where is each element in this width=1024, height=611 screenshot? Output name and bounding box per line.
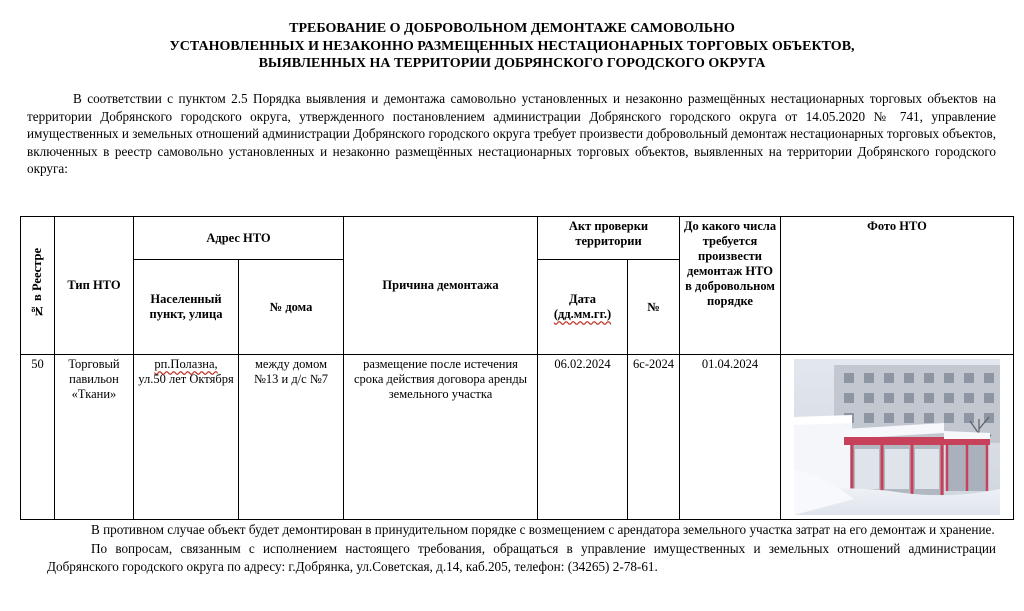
table-row [21,355,1014,520]
cell-settlement-town: рп.Полазна, [154,357,218,371]
cell-reason: размещение после истечения срока действия договора аренды земельного участка [344,355,538,520]
document-title [0,20,1024,73]
header-act-date-format: (дд.мм.гг.) [553,307,612,321]
header-registry-number: № в Реестре [21,217,55,355]
cell-photo [781,355,1014,520]
header-act-number: № [628,260,680,355]
header-address: Адрес НТО [134,217,344,260]
closing-text [47,521,996,577]
cell-settlement [134,355,239,520]
title-line-3: ВЫЯВЛЕННЫХ НА ТЕРРИТОРИИ ДОБРЯНСКОГО ГОРОДСКОГО ОКРУГА [258,56,766,71]
closing-paragraph-2: По вопросам, связанным с исполнением настоящего требования, обращаться в управление имущественных и земельных отношений администрации Добрянского городского округа по адресу: г.Добрянка, ул.Советская, д.14, каб.205, телефон: (34265) 2-78-61. [47,540,996,574]
intro-paragraph [27,90,996,178]
header-act-date [538,260,628,355]
header-type: Тип НТО [55,217,134,355]
cell-house: между домом №13 и д/с №7 [239,355,344,520]
cell-act-date: 06.02.2024 [538,355,628,520]
cell-deadline: 01.04.2024 [680,355,781,520]
closing-paragraph-1: В противном случае объект будет демонтирован в принудительном порядке с возмещением с арендатора земельного участка затрат на его демонтаж и хранение. [91,522,995,537]
title-line-2: УСТАНОВЛЕННЫХ И НЕЗАКОННО РАЗМЕЩЕННЫХ НЕСТАЦИОНАРНЫХ ТОРГОВЫХ ОБЪЕКТОВ, [169,38,855,54]
title-line-1: ТРЕБОВАНИЕ О ДОБРОВОЛЬНОМ ДЕМОНТАЖЕ САМОВОЛЬНО [289,21,735,36]
header-act-date-label: Дата [568,292,597,306]
header-house: № дома [239,260,344,355]
header-settlement: Населенный пункт, улица [134,260,239,355]
snowy-pavilion-photo [794,359,1000,515]
header-photo: Фото НТО [781,217,1014,355]
cell-settlement-street: ул.50 лет Октября [138,372,234,386]
cell-type: Торговый павильон «Ткани» [55,355,134,520]
intro-text: В соответствии с пунктом 2.5 Порядка выявления и демонтажа самовольно установленных и незаконно размещённых нестационарных торговых объектов на территории Добрянского городского округа, утвержденного постановлением администрации Добрянского городского округа от 14.05.2020 № 741, управление имущественных и земельных отношений администрации Добрянского городского округа требует произвести добровольный демонтаж нестационарных торговых объектов, включенных в реестр самовольно установленных и незаконно размещённых нестационарных торговых объектов, выявленных на территории Добрянского городского округа: [27,91,996,177]
cell-act-number: 6с-2024 [628,355,680,520]
cell-registry-number: 50 [21,355,55,520]
header-deadline: До какого числа требуется произвести демонтаж НТО в добровольном порядке [680,217,781,355]
header-act: Акт проверки территории [538,217,680,260]
nto-table [20,216,1014,520]
header-reason: Причина демонтажа [344,217,538,355]
